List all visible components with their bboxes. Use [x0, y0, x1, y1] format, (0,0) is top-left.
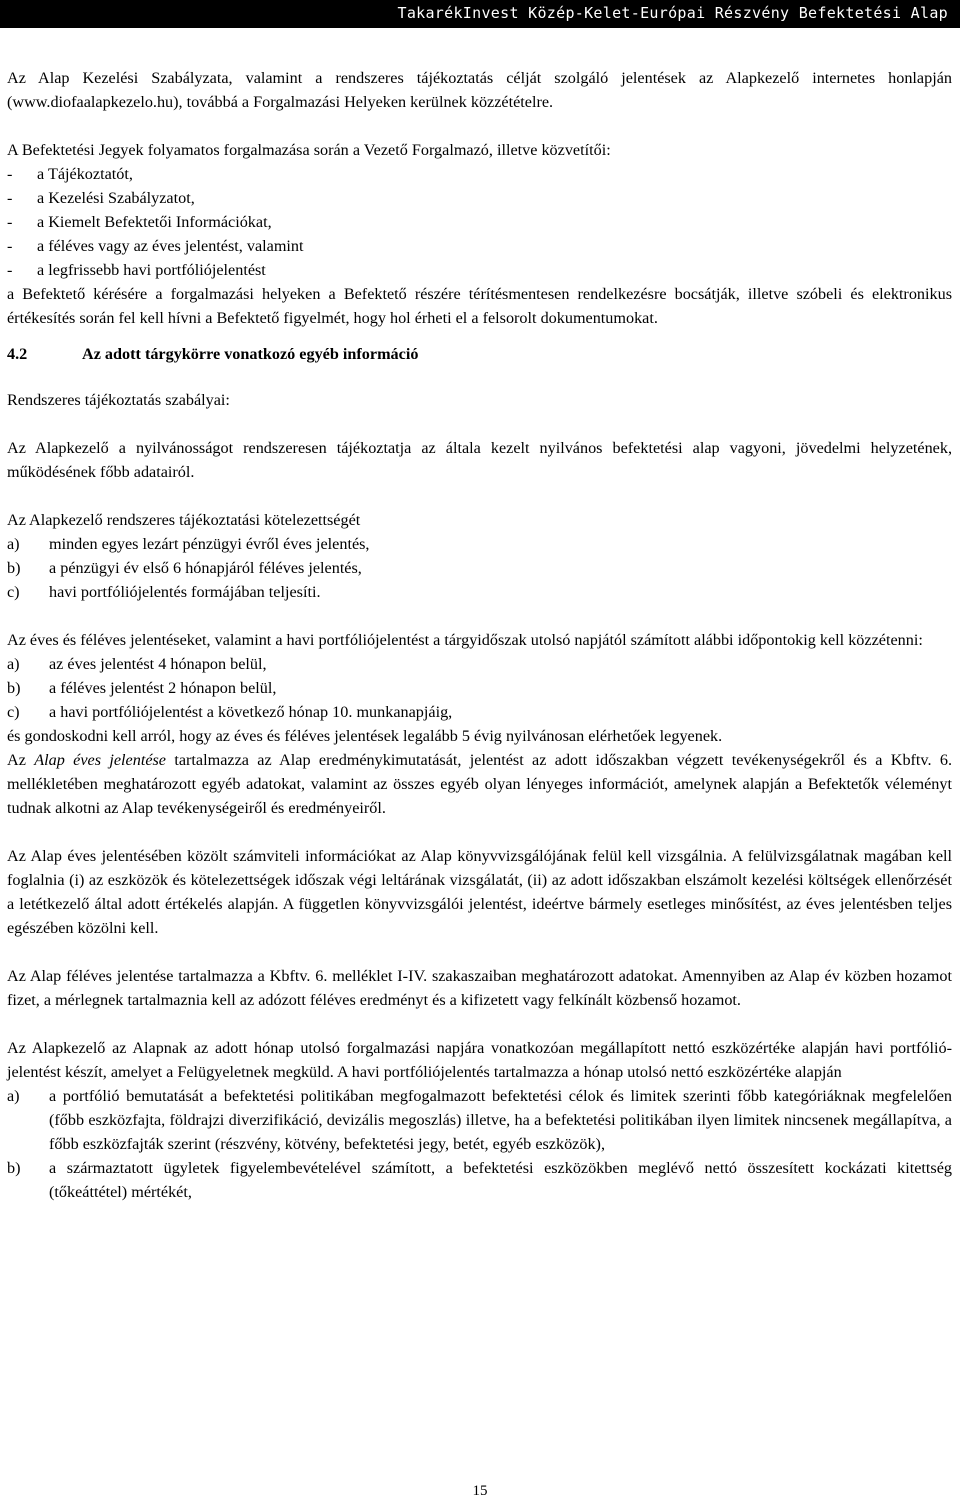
paragraph-distribution-outro: a Befektető kérésére a forgalmazási helyeken a Befektető részére térítésmentesen rendelkezésre bocsátják, illetve szóbeli és elektronikus értékesítés során fel kell hívni a Befektető figyelmét, hogy hol érheti el a felsorolt dokumentumokat. — [7, 285, 952, 327]
list-item: - a Kiemelt Befektetői Információkat, — [7, 210, 952, 234]
list-item — [7, 700, 952, 724]
list-item: - a Kezelési Szabályzatot, — [7, 186, 952, 210]
list-marker: c) — [7, 583, 20, 601]
section-title: Az adott tárgykörre vonatkozó egyéb információ — [82, 345, 419, 363]
text-run: tartalmazza az Alap eredménykimutatását, jelentést az adott időszakban végzett tevékenységekről és a Kbftv. 6. mellékletében meghatározott egyéb adatokat, valamint az összes egyéb olyan lényeges információt, amelynek alapján a Befektetők véleményt tudnak alkotni az Alap tevékenységeiről és eredményeiről. — [7, 751, 953, 817]
list-item: - a féléves vagy az éves jelentést, valamint — [7, 234, 952, 258]
list-marker: a) — [7, 655, 20, 673]
list-item — [7, 652, 952, 676]
list-item — [7, 676, 952, 700]
list-text: minden egyes lezárt pénzügyi évről éves jelentés, — [49, 535, 370, 553]
list-item: - a legfrissebb havi portfóliójelentést — [7, 258, 952, 282]
list-marker: a) — [7, 1087, 20, 1105]
text-run: Az — [7, 751, 35, 769]
list-item — [7, 1156, 952, 1204]
list-item — [7, 580, 952, 604]
list-text: a havi portfóliójelentést a következő hónap 10. munkanapjáig, — [49, 703, 453, 721]
list-text: a pénzügyi év első 6 hónapjáról féléves jelentés, — [49, 559, 362, 577]
emphasis-text: Alap éves jelentése — [34, 751, 166, 769]
list-marker: b) — [7, 679, 21, 697]
paragraph-obligation-intro: Az Alapkezelő rendszeres tájékoztatási kötelezettségét — [7, 511, 361, 529]
paragraph-rules-heading: Rendszeres tájékoztatás szabályai: — [7, 391, 230, 409]
header-bar — [0, 0, 960, 28]
document-list — [7, 162, 952, 282]
paragraph-publication: Az Alap Kezelési Szabályzata, valamint a rendszeres tájékoztatás célját szolgáló jelentések az Alapkezelő internetes honlapján (www.diofaalapkezelo.hu), továbbá a Forgalmazási Helyeken kerülnek közzétételre. — [7, 69, 952, 111]
paragraph-audit: Az Alap éves jelentésében közölt számviteli információkat az Alap könyvvizsgálójának felül kell vizsgálnia. A felülvizsgálatnak magában kell foglalnia (i) az eszközök és kötelezettségek időszak végi leltárának vizsgálatát, (ii) az adott időszakban elszámolt kezelési költségek ellenőrzését a letétkezelő által adott értékelés alapján. A független könyvvizsgálói jelentést, ideértve bármely esetleges minősítést, az éves jelentésben teljes egészében közölni kell. — [7, 847, 952, 937]
list-text: a származtatott ügyletek figyelembevételével számított, a befektetési eszközökben meglévő nettó összesített kockázati kitettség (tőkeáttétel) mértékét, — [49, 1159, 952, 1201]
paragraph-annual-report — [7, 748, 952, 820]
list-marker: a) — [7, 535, 20, 553]
section-heading — [7, 342, 952, 366]
paragraph-deadlines-intro: Az éves és féléves jelentéseket, valamint a havi portfóliójelentést a tárgyidőszak utolsó napjától számított alábbi időpontokig kell közzétenni: — [7, 631, 923, 649]
paragraph-distribution-intro: A Befektetési Jegyek folyamatos forgalmazása során a Vezető Forgalmazó, illetve közvetítői: — [7, 141, 611, 159]
list-text: a féléves jelentést 2 hónapon belül, — [49, 679, 277, 697]
list-text: a portfólió bemutatását a befektetési politikában megfogalmazott befektetési célok és limitek szerinti főbb kategóriáknak megfelelően (főbb eszközfajta, földrajzi diverzifikáció, devizális megoszlás) illetve, ha a befektetési politikában ilyen limitek nincsenek megállapítva, a főbb eszközfajták szerint (részvény, kötvény, befektetési jegy, betét, egyéb eszközök), — [49, 1087, 952, 1153]
list-item: - a Tájékoztatót, — [7, 162, 952, 186]
list-marker: b) — [7, 559, 21, 577]
list-item — [7, 1084, 952, 1156]
paragraph-public-info: Az Alapkezelő a nyilvánosságot rendszeresen tájékoztatja az általa kezelt nyilvános befektetési alap vagyoni, jövedelmi helyzetének, működésének főbb adatairól. — [7, 439, 952, 481]
header-title: TakarékInvest Közép-Kelet-Európai Részvény Befektetési Alap — [397, 4, 948, 22]
page-number: 15 — [472, 1483, 488, 1499]
paragraph-semiannual-report: Az Alap féléves jelentése tartalmazza a Kbftv. 6. melléklet I-IV. szakaszaiban meghatározott adatokat. Amennyiben az Alap év közben hozamot fizet, a mérlegnek tartalmaznia kell az adózott féléves eredményt és a kifizetett vagy felkínált közbenső hozamot. — [7, 967, 952, 1009]
list-text: az éves jelentést 4 hónapon belül, — [49, 655, 267, 673]
list-text: havi portfóliójelentés formájában teljesíti. — [49, 583, 321, 601]
paragraph-monthly-report: Az Alapkezelő az Alapnak az adott hónap utolsó forgalmazási napjára vonatkozóan megállapított nettó eszközértéke alapján havi portfólió-jelentést készít, amelyet a Felügyeletnek megküld. A havi portfóliójelentés tartalmazza a hónap utolsó nettó eszközértéke alapján — [7, 1039, 952, 1081]
section-number: 4.2 — [7, 345, 28, 363]
paragraph-deadlines-outro: és gondoskodni kell arról, hogy az éves és féléves jelentések legalább 5 évig nyilvánosan elérhetőek legyenek. — [7, 727, 723, 745]
list-item — [7, 532, 952, 556]
list-marker: c) — [7, 703, 20, 721]
document-body — [7, 66, 952, 1204]
list-marker: b) — [7, 1159, 21, 1177]
list-item — [7, 556, 952, 580]
